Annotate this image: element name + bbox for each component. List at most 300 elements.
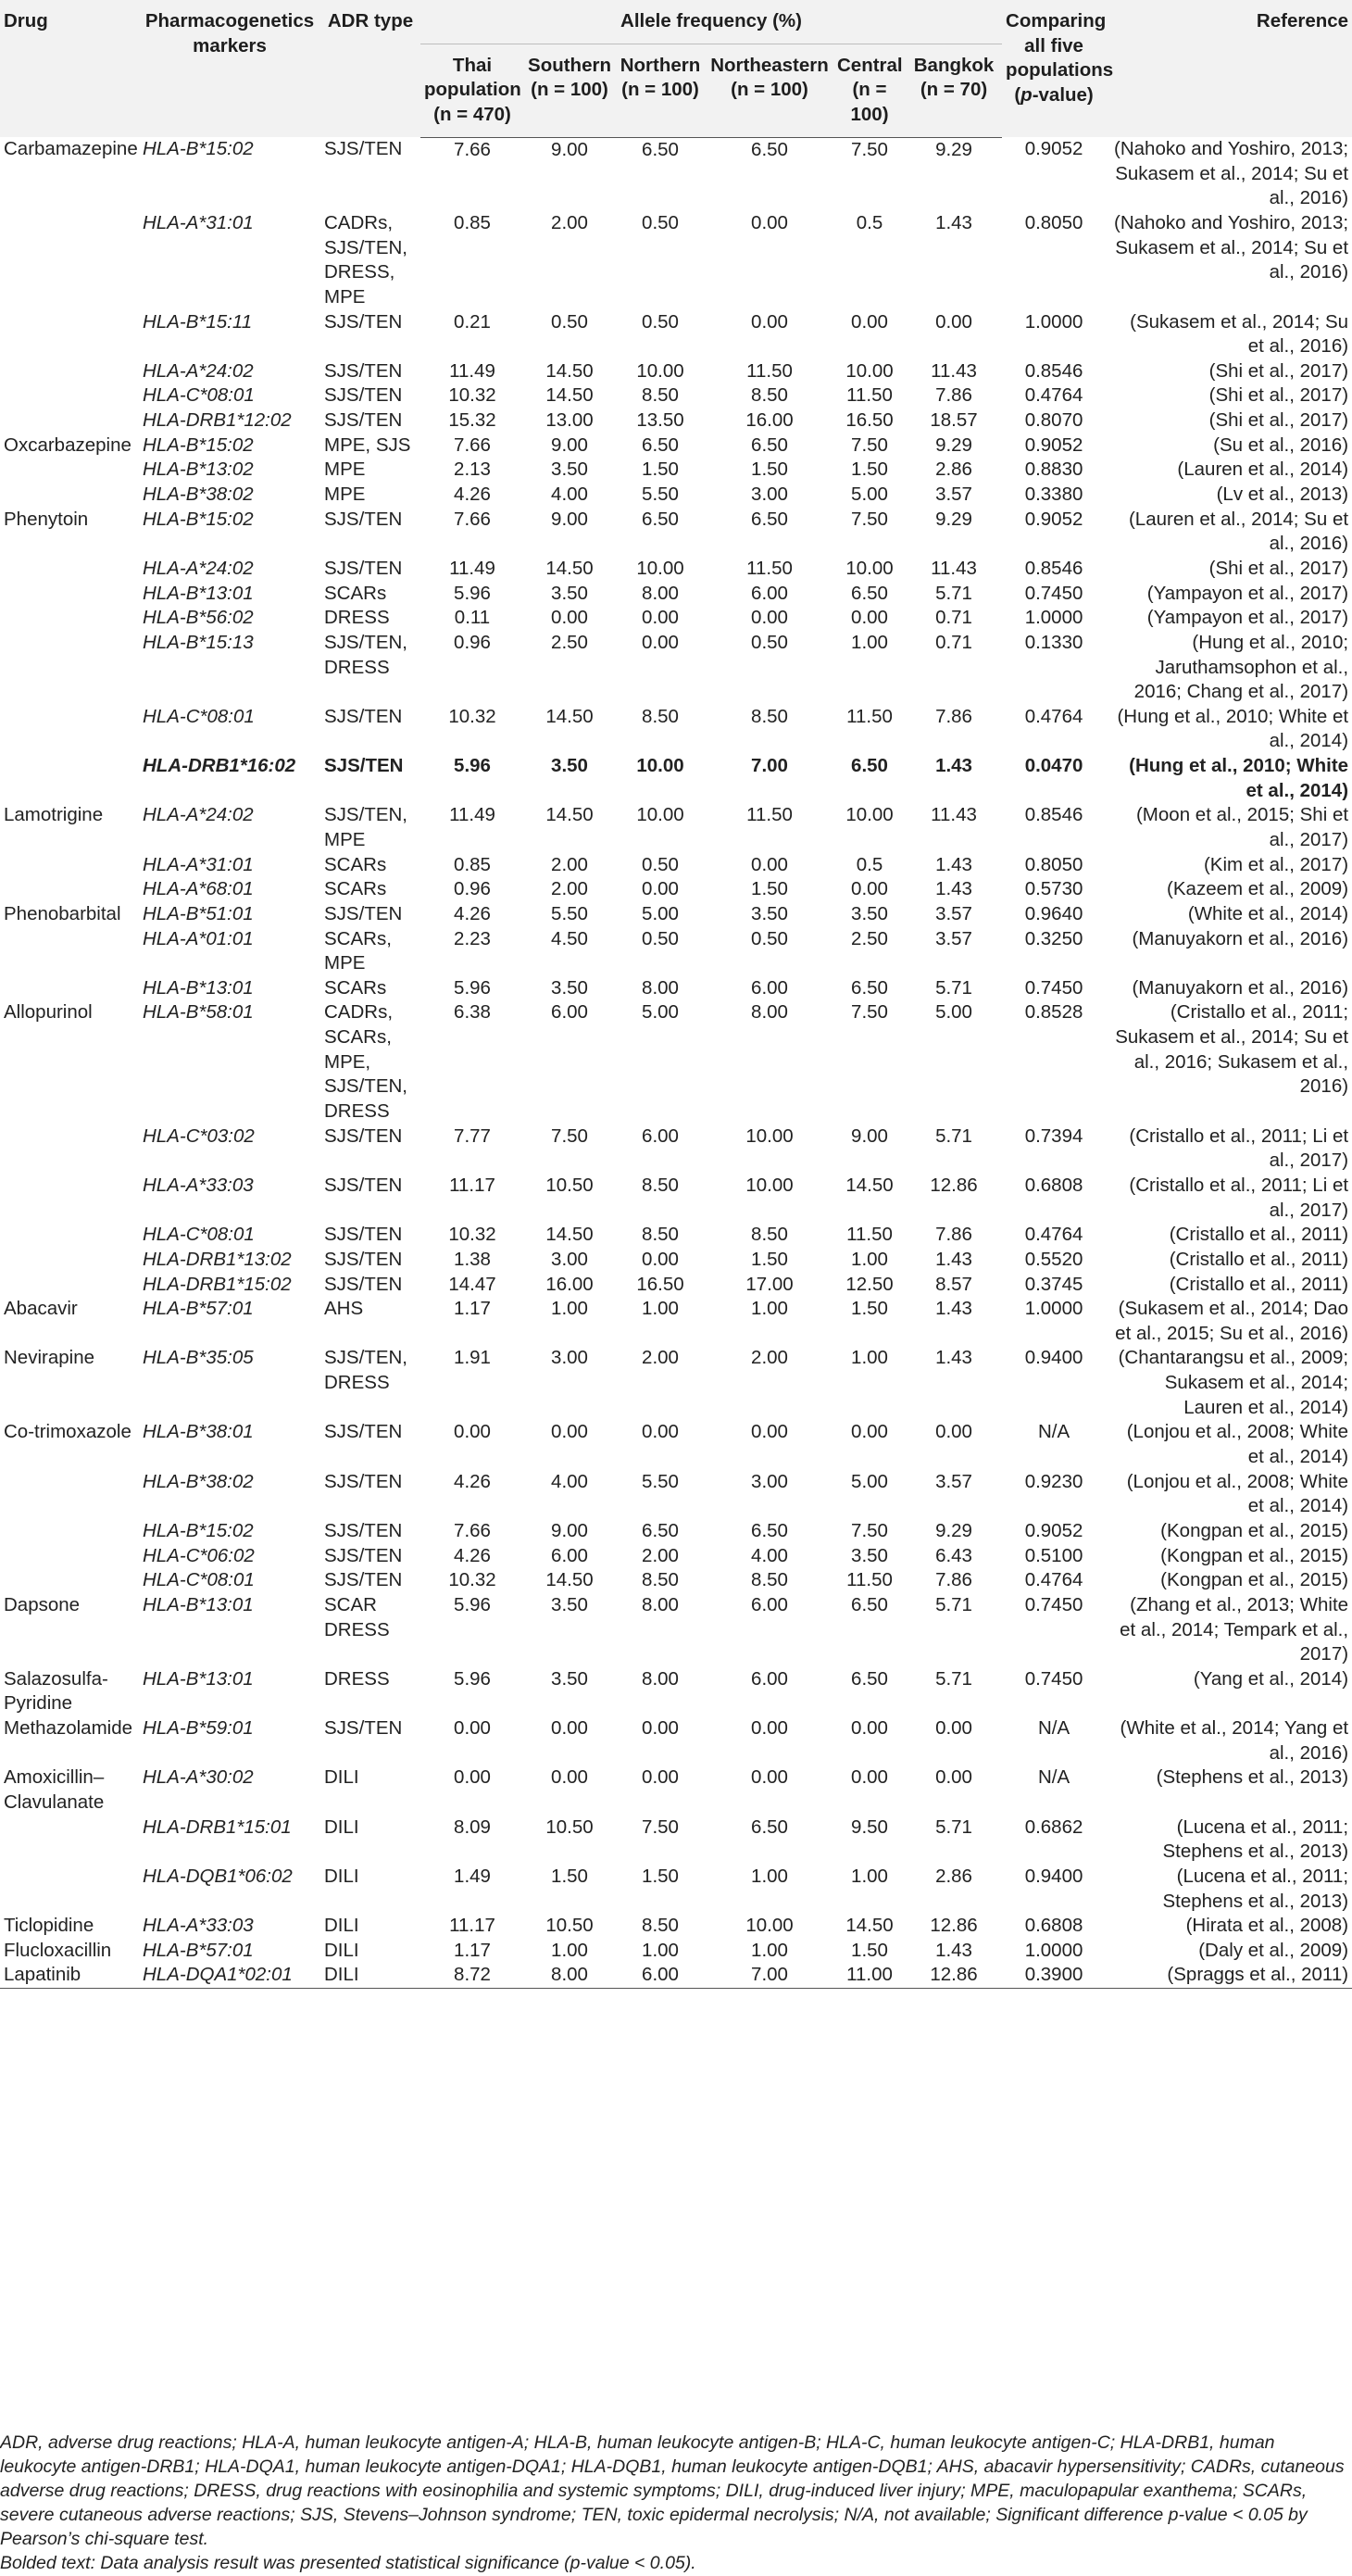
- marker-cell: HLA-DQA1*02:01: [139, 1963, 320, 1988]
- p-value-cell: 1.0000: [1024, 607, 1083, 629]
- northern-value-cell: 8.50: [642, 1915, 679, 1937]
- adr-type-cell: SJS/TEN: [324, 1174, 403, 1196]
- bangkok-value-cell: 1.43: [935, 755, 972, 777]
- adr-type-cell: CADRs, SCARs, MPE, SJS/TEN, DRESS: [324, 1001, 407, 1123]
- table-row: [0, 383, 1352, 408]
- table-row: [0, 1273, 1352, 1298]
- central-value-cell: 11.50: [846, 1224, 893, 1246]
- bangkok-value-cell: 12.86: [930, 1915, 978, 1937]
- table-header: [0, 0, 1352, 137]
- northern-value-cell: 0.50: [642, 211, 679, 233]
- southern-value-cell: 10.50: [545, 1816, 594, 1838]
- northeastern-value-cell: 0.50: [751, 927, 788, 949]
- adr-type-cell: SJS/TEN: [324, 1248, 403, 1270]
- central-value-cell: 14.50: [845, 1915, 894, 1937]
- central-value-cell: 6.50: [851, 1593, 888, 1615]
- central-value-cell: 0.00: [851, 1766, 888, 1789]
- p-value-cell: 0.3380: [1024, 484, 1083, 506]
- p-value-cell: 0.4764: [1024, 384, 1083, 407]
- header-central: Central (n = 100): [833, 44, 906, 137]
- marker-cell: HLA-B*51:01: [143, 902, 254, 924]
- drug-cell: [0, 1470, 139, 1519]
- p-value-cell: 0.3745: [1024, 1273, 1083, 1295]
- reference-cell: (Moon et al., 2015; Shi et al., 2017): [1135, 804, 1349, 850]
- table-row: [0, 1346, 1352, 1420]
- thai-value-cell: 4.26: [454, 902, 491, 924]
- northern-value-cell: 6.50: [642, 508, 679, 530]
- central-value-cell: 1.00: [851, 1248, 888, 1270]
- thai-value-cell: 7.66: [454, 508, 491, 530]
- reference-cell: (Manuyakorn et al., 2016): [1132, 976, 1349, 999]
- northeastern-value-cell: 7.00: [706, 1963, 833, 1988]
- bangkok-value-cell: 12.86: [930, 1174, 978, 1196]
- thai-value-cell: 5.96: [454, 1593, 491, 1615]
- drug-cell: Allopurinol: [4, 1001, 93, 1024]
- p-value-cell: 1.0000: [1024, 1298, 1083, 1320]
- northeastern-value-cell: 6.00: [751, 582, 788, 604]
- northern-value-cell: 8.50: [642, 1224, 679, 1246]
- marker-cell: HLA-A*30:02: [143, 1766, 254, 1789]
- adr-type-cell: SJS/TEN: [324, 384, 403, 407]
- northeastern-value-cell: 8.50: [751, 705, 788, 727]
- reference-cell: (Hirata et al., 2008): [1185, 1915, 1349, 1937]
- footnote-abbreviations: ADR, adverse drug reactions; HLA-A, human leukocyte antigen-A; HLA-B, human leukocyte antigen-B; HLA-C, human leukocyte antigen-C; HLA-DRB1, human leukocyte antigen-DRB1; HLA-DQA1, human leukocyte antigen-DQA1; HLA-DQB1, human leukocyte antigen-DQB1; AHS, abacavir hypersensitivity; CADRs, cutaneous adverse drug reactions; DRESS, drug reactions with eosinophilia and systemic symptoms; DILI, drug-induced liver injury; MPE, maculopapular exanthema; SCARs, severe cutaneous adverse reactions; SJS, Stevens–Johnson syndrome; TEN, toxic epidermal necrolysis; N/A, not available; Significant difference p-value < 0.05 by Pearson’s chi-square test.: [0, 2432, 1345, 2549]
- marker-cell: HLA-B*15:02: [143, 508, 254, 530]
- header-thai: Thai population (n = 470): [420, 44, 524, 137]
- marker-cell: HLA-C*08:01: [143, 705, 255, 727]
- adr-type-cell: DILI: [324, 1766, 359, 1789]
- reference-cell: (Kongpan et al., 2015): [1160, 1544, 1349, 1566]
- thai-value-cell: 2.13: [454, 459, 491, 481]
- southern-value-cell: 4.00: [551, 484, 588, 506]
- central-value-cell: 11.00: [833, 1963, 906, 1988]
- table-row: [0, 434, 1352, 459]
- bangkok-value-cell: 1.43: [935, 878, 972, 900]
- southern-value-cell: 9.00: [551, 434, 588, 456]
- northeastern-value-cell: 10.00: [745, 1174, 794, 1196]
- northeastern-value-cell: 11.50: [746, 804, 793, 826]
- northern-value-cell: 0.00: [642, 878, 679, 900]
- adr-type-cell: SJS/TEN: [324, 902, 403, 924]
- marker-cell: HLA-C*03:02: [143, 1125, 255, 1147]
- northern-value-cell: 5.00: [642, 1001, 679, 1024]
- table-row: [0, 458, 1352, 483]
- central-value-cell: 16.50: [845, 409, 894, 432]
- adr-type-cell: DILI: [324, 1939, 359, 1961]
- northern-value-cell: 8.50: [642, 1569, 679, 1591]
- adr-type-cell: SJS/TEN: [324, 1544, 403, 1566]
- adr-type-cell: SJS/TEN: [324, 1125, 403, 1147]
- northern-value-cell: 2.00: [642, 1544, 679, 1566]
- marker-cell: HLA-C*08:01: [143, 384, 255, 407]
- northeastern-value-cell: 6.50: [751, 1519, 788, 1541]
- bangkok-value-cell: 2.86: [935, 459, 972, 481]
- drug-cell: Co-trimoxazole: [4, 1421, 131, 1443]
- marker-cell: HLA-B*38:02: [143, 1470, 254, 1492]
- drug-cell: [0, 705, 139, 754]
- bangkok-value-cell: 3.57: [935, 927, 972, 949]
- drug-cell: [0, 754, 139, 803]
- marker-cell: HLA-B*57:01: [143, 1939, 254, 1961]
- central-value-cell: 1.50: [851, 459, 888, 481]
- drug-cell: [0, 1865, 139, 1914]
- p-value-cell: 0.7450: [1024, 582, 1083, 604]
- central-value-cell: 1.00: [851, 1865, 888, 1887]
- reference-cell: (Spraggs et al., 2011): [1106, 1963, 1352, 1988]
- bangkok-value-cell: 9.29: [935, 138, 972, 160]
- drug-cell: Oxcarbazepine: [4, 434, 131, 456]
- marker-cell: HLA-A*33:03: [143, 1915, 254, 1937]
- central-value-cell: 0.00: [851, 1421, 888, 1443]
- southern-value-cell: 0.00: [551, 1717, 588, 1740]
- p-value-cell: 0.6808: [1024, 1915, 1083, 1937]
- header-northeastern: Northeastern (n = 100): [706, 44, 833, 137]
- marker-cell: HLA-B*13:01: [143, 582, 254, 604]
- bangkok-value-cell: 5.71: [935, 1667, 972, 1690]
- thai-value-cell: 7.66: [454, 1519, 491, 1541]
- adr-type-cell: SJS/TEN, DRESS: [324, 631, 407, 678]
- table-row: [0, 877, 1352, 902]
- southern-value-cell: 14.50: [545, 804, 594, 826]
- southern-value-cell: 2.00: [551, 853, 588, 875]
- central-value-cell: 7.50: [851, 1001, 888, 1024]
- reference-cell: (Cristallo et al., 2011): [1169, 1248, 1349, 1270]
- adr-type-cell: SJS/TEN: [324, 557, 403, 579]
- northeastern-value-cell: 4.00: [751, 1544, 788, 1566]
- southern-value-cell: 16.00: [545, 1273, 594, 1295]
- table-row: [0, 1914, 1352, 1939]
- p-value-cell: 0.8830: [1024, 459, 1083, 481]
- drug-cell: [0, 853, 139, 878]
- header-northern: Northern (n = 100): [615, 44, 706, 137]
- reference-cell: (White et al., 2014; Yang et al., 2016): [1120, 1717, 1349, 1764]
- southern-value-cell: 3.50: [551, 1667, 588, 1690]
- adr-type-cell: SJS/TEN: [324, 138, 403, 160]
- marker-cell: HLA-DQB1*06:02: [143, 1865, 293, 1887]
- thai-value-cell: 1.17: [454, 1298, 491, 1320]
- bangkok-value-cell: 9.29: [935, 508, 972, 530]
- adr-type-cell: MPE: [324, 459, 366, 481]
- reference-cell: (Kongpan et al., 2015): [1160, 1519, 1349, 1541]
- p-value-cell: 0.8546: [1024, 557, 1083, 579]
- table-row: [0, 1716, 1352, 1766]
- thai-value-cell: 5.96: [454, 976, 491, 999]
- northern-value-cell: 8.00: [642, 1667, 679, 1690]
- southern-value-cell: 14.50: [545, 359, 594, 382]
- bangkok-value-cell: 0.00: [935, 1421, 972, 1443]
- thai-value-cell: 0.00: [454, 1421, 491, 1443]
- thai-value-cell: 1.49: [454, 1865, 491, 1887]
- adr-type-cell: DRESS: [324, 1667, 390, 1690]
- p-value-cell: 1.0000: [1024, 1939, 1083, 1961]
- header-drug: Drug: [0, 0, 139, 137]
- northern-value-cell: 16.50: [636, 1273, 684, 1295]
- bangkok-value-cell: 5.71: [935, 1593, 972, 1615]
- thai-value-cell: 7.66: [454, 434, 491, 456]
- drug-cell: Phenytoin: [4, 508, 89, 530]
- marker-cell: HLA-A*24:02: [143, 557, 254, 579]
- reference-cell: (Nahoko and Yoshiro, 2013; Sukasem et al., 2014; Su et al., 2016): [1114, 138, 1349, 209]
- p-value-cell: 0.8050: [1024, 853, 1083, 875]
- bangkok-value-cell: 7.86: [935, 705, 972, 727]
- northern-value-cell: 1.00: [642, 1298, 679, 1320]
- reference-cell: (Stephens et al., 2013): [1156, 1766, 1349, 1789]
- header-bangkok: Bangkok (n = 70): [906, 44, 1002, 137]
- southern-value-cell: 3.00: [551, 1248, 588, 1270]
- drug-cell: [0, 408, 139, 434]
- bangkok-value-cell: 5.71: [935, 1816, 972, 1838]
- thai-value-cell: 11.17: [449, 1915, 495, 1937]
- reference-cell: (Su et al., 2016): [1213, 434, 1349, 456]
- table-row: [0, 582, 1352, 607]
- northeastern-value-cell: 1.00: [751, 1865, 788, 1887]
- central-value-cell: 1.50: [851, 1298, 888, 1320]
- marker-cell: HLA-C*08:01: [143, 1569, 255, 1591]
- drug-cell: [0, 458, 139, 483]
- northeastern-value-cell: 0.00: [751, 607, 788, 629]
- bangkok-value-cell: 5.71: [935, 582, 972, 604]
- marker-cell: HLA-A*68:01: [143, 878, 254, 900]
- table-row: [0, 1519, 1352, 1544]
- southern-value-cell: 4.50: [551, 927, 588, 949]
- table-row: [0, 1816, 1352, 1865]
- northern-value-cell: 0.50: [642, 853, 679, 875]
- bangkok-value-cell: 0.00: [935, 1717, 972, 1740]
- northeastern-value-cell: 0.00: [751, 1766, 788, 1789]
- table-row: [0, 754, 1352, 803]
- bangkok-value-cell: 8.57: [935, 1273, 972, 1295]
- p-value-cell: 0.3250: [1024, 927, 1083, 949]
- northeastern-value-cell: 10.00: [745, 1915, 794, 1937]
- northern-value-cell: 8.00: [642, 976, 679, 999]
- marker-cell: HLA-B*58:01: [143, 1001, 254, 1024]
- central-value-cell: 6.50: [851, 976, 888, 999]
- p-value-cell: 0.3900: [1002, 1963, 1106, 1988]
- northern-value-cell: 1.50: [642, 459, 679, 481]
- central-value-cell: 7.50: [851, 434, 888, 456]
- southern-value-cell: 14.50: [545, 384, 594, 407]
- northern-value-cell: 13.50: [636, 409, 684, 432]
- header-markers: Pharmacogenetics markers: [139, 0, 320, 137]
- adr-type-cell: SJS/TEN: [324, 1519, 403, 1541]
- marker-cell: HLA-A*33:03: [143, 1174, 254, 1196]
- marker-cell: HLA-A*24:02: [143, 359, 254, 382]
- adr-type-cell: SCARs: [324, 853, 387, 875]
- reference-cell: (Kazeem et al., 2009): [1167, 878, 1349, 900]
- bangkok-value-cell: 1.43: [935, 1939, 972, 1961]
- marker-cell: HLA-B*15:13: [143, 631, 254, 653]
- southern-value-cell: 0.00: [551, 607, 588, 629]
- northern-value-cell: 5.00: [642, 902, 679, 924]
- p-value-cell: 0.8050: [1024, 211, 1083, 233]
- table-row: [0, 508, 1352, 557]
- bangkok-value-cell: 7.86: [935, 384, 972, 407]
- reference-cell: (Chantarangsu et al., 2009; Sukasem et al., 2014; Lauren et al., 2014): [1118, 1347, 1349, 1418]
- adr-type-cell: SJS/TEN: [324, 1224, 403, 1246]
- central-value-cell: 0.00: [851, 878, 888, 900]
- drug-cell: [0, 606, 139, 631]
- thai-value-cell: 0.85: [454, 211, 491, 233]
- p-value-cell: 0.6862: [1024, 1816, 1083, 1838]
- northern-value-cell: 6.50: [642, 138, 679, 160]
- northeastern-value-cell: 3.00: [751, 1470, 788, 1492]
- central-value-cell: 10.00: [845, 804, 894, 826]
- marker-cell: HLA-B*15:02: [143, 434, 254, 456]
- table-row: [0, 1766, 1352, 1815]
- thai-value-cell: 6.38: [454, 1001, 491, 1024]
- northeastern-value-cell: 3.50: [751, 902, 788, 924]
- table-row: [0, 927, 1352, 976]
- adr-type-cell: SJS/TEN, MPE: [324, 804, 407, 850]
- southern-value-cell: 1.00: [551, 1939, 588, 1961]
- central-value-cell: 6.50: [851, 582, 888, 604]
- reference-cell: (Kongpan et al., 2015): [1160, 1569, 1349, 1591]
- table-row: [0, 1593, 1352, 1667]
- reference-cell: (Sukasem et al., 2014; Su et al., 2016): [1130, 310, 1349, 358]
- bangkok-value-cell: 1.43: [935, 1347, 972, 1369]
- northern-value-cell: 10.00: [636, 557, 684, 579]
- header-allele-group: Allele frequency (%): [420, 0, 1002, 44]
- southern-value-cell: 3.50: [551, 976, 588, 999]
- drug-cell: [0, 1223, 139, 1248]
- central-value-cell: 11.50: [846, 1569, 893, 1591]
- northeastern-value-cell: 16.00: [745, 409, 794, 432]
- table-row: [0, 557, 1352, 582]
- marker-cell: HLA-B*13:01: [143, 976, 254, 999]
- p-value-cell: 0.7450: [1024, 1667, 1083, 1690]
- marker-cell: HLA-B*59:01: [143, 1717, 254, 1740]
- table-row: [0, 976, 1352, 1001]
- table-row: [0, 1963, 1352, 1988]
- reference-cell: (Kim et al., 2017): [1203, 853, 1349, 875]
- table-row: [0, 1000, 1352, 1124]
- drug-cell: [0, 631, 139, 705]
- marker-cell: HLA-A*24:02: [143, 804, 254, 826]
- reference-cell: (Sukasem et al., 2014; Dao et al., 2015; Su et al., 2016): [1115, 1298, 1349, 1344]
- northern-value-cell: 0.00: [642, 631, 679, 653]
- bangkok-value-cell: 7.86: [935, 1569, 972, 1591]
- northeastern-value-cell: 17.00: [745, 1273, 794, 1295]
- northern-value-cell: 0.00: [642, 1717, 679, 1740]
- thai-value-cell: 10.32: [448, 1224, 496, 1246]
- thai-value-cell: 14.47: [448, 1273, 496, 1295]
- thai-value-cell: 5.96: [454, 1667, 491, 1690]
- reference-cell: (Zhang et al., 2013; White et al., 2014; Tempark et al., 2017): [1120, 1593, 1349, 1665]
- marker-cell: HLA-B*38:02: [143, 484, 254, 506]
- northern-value-cell: 8.50: [642, 705, 679, 727]
- thai-value-cell: 11.49: [449, 804, 495, 826]
- drug-cell: [0, 1816, 139, 1865]
- northeastern-value-cell: 8.50: [751, 1569, 788, 1591]
- central-value-cell: 1.00: [851, 631, 888, 653]
- adr-type-cell: SJS/TEN: [324, 1470, 403, 1492]
- central-value-cell: 0.5: [856, 853, 883, 875]
- adr-type-cell: MPE: [324, 484, 366, 506]
- northern-value-cell: 10.00: [636, 359, 684, 382]
- reference-cell: (Yampayon et al., 2017): [1146, 607, 1349, 629]
- central-value-cell: 5.00: [851, 484, 888, 506]
- marker-cell: HLA-DRB1*13:02: [143, 1248, 292, 1270]
- thai-value-cell: 1.91: [454, 1347, 491, 1369]
- reference-cell: (Lv et al., 2013): [1216, 484, 1349, 506]
- marker-cell: HLA-B*57:01: [143, 1298, 254, 1320]
- thai-value-cell: 0.85: [454, 853, 491, 875]
- p-value-cell: N/A: [1037, 1766, 1070, 1789]
- northeastern-value-cell: 11.50: [746, 557, 793, 579]
- drug-cell: Flucloxacillin: [4, 1939, 112, 1961]
- central-value-cell: 7.50: [851, 508, 888, 530]
- reference-cell: (Daly et al., 2009): [1198, 1939, 1349, 1961]
- thai-value-cell: 5.96: [454, 755, 491, 777]
- northeastern-value-cell: 0.00: [751, 1421, 788, 1443]
- adr-type-cell: CADRs, SJS/TEN, DRESS, MPE: [324, 211, 407, 308]
- thai-value-cell: 0.00: [454, 1766, 491, 1789]
- p-value-cell: 0.8546: [1024, 359, 1083, 382]
- southern-value-cell: 3.50: [551, 582, 588, 604]
- bangkok-value-cell: 3.57: [935, 1470, 972, 1492]
- table-row: [0, 1667, 1352, 1716]
- southern-value-cell: 2.00: [551, 878, 588, 900]
- table-row: [0, 705, 1352, 754]
- drug-cell: Amoxicillin–Clavulanate: [4, 1766, 105, 1813]
- p-value-cell: 0.7394: [1024, 1125, 1083, 1147]
- northeastern-value-cell: 0.00: [751, 853, 788, 875]
- thai-value-cell: 8.09: [454, 1816, 491, 1838]
- thai-value-cell: 4.26: [454, 1544, 491, 1566]
- central-value-cell: 3.50: [851, 902, 888, 924]
- central-value-cell: 3.50: [851, 1544, 888, 1566]
- bangkok-value-cell: 11.43: [931, 804, 977, 826]
- reference-cell: (Lauren et al., 2014): [1177, 459, 1349, 481]
- drug-cell: [0, 1125, 139, 1174]
- thai-value-cell: 11.49: [449, 359, 495, 382]
- marker-cell: HLA-A*31:01: [143, 853, 254, 875]
- southern-value-cell: 3.50: [551, 459, 588, 481]
- thai-value-cell: 8.72: [420, 1963, 524, 1988]
- thai-value-cell: 4.26: [454, 1470, 491, 1492]
- table-row: [0, 1174, 1352, 1223]
- p-value-cell: N/A: [1037, 1421, 1070, 1443]
- p-value-cell: 0.7450: [1024, 1593, 1083, 1615]
- bangkok-value-cell: 12.86: [906, 1963, 1002, 1988]
- central-value-cell: 7.50: [851, 1519, 888, 1541]
- header-adr: ADR type: [320, 0, 420, 137]
- marker-cell: HLA-DRB1*16:02: [143, 755, 296, 777]
- drug-cell: [0, 976, 139, 1001]
- reference-cell: (Cristallo et al., 2011): [1169, 1273, 1349, 1295]
- northern-value-cell: 8.00: [642, 582, 679, 604]
- p-value-cell: 0.9052: [1024, 1519, 1083, 1541]
- central-value-cell: 10.00: [845, 557, 894, 579]
- northern-value-cell: 6.50: [642, 1519, 679, 1541]
- p-value-cell: 0.1330: [1024, 631, 1083, 653]
- northeastern-value-cell: 0.00: [751, 211, 788, 233]
- marker-cell: HLA-DRB1*15:01: [143, 1816, 292, 1838]
- adr-type-cell: SCARs: [324, 878, 387, 900]
- table-row: [0, 359, 1352, 384]
- reference-cell: (Yang et al., 2014): [1193, 1667, 1349, 1690]
- p-value-cell: 0.6808: [1024, 1174, 1083, 1196]
- northern-value-cell: 2.00: [642, 1347, 679, 1369]
- adr-type-cell: SJS/TEN, DRESS: [324, 1347, 407, 1394]
- adr-type-cell: SJS/TEN: [324, 705, 403, 727]
- drug-cell: [0, 582, 139, 607]
- northeastern-value-cell: 6.00: [751, 976, 788, 999]
- northern-value-cell: 8.00: [642, 1593, 679, 1615]
- marker-cell: HLA-B*15:02: [143, 1519, 254, 1541]
- marker-cell: HLA-B*38:01: [143, 1421, 254, 1443]
- reference-cell: (Hung et al., 2010; Jaruthamsophon et al., 2016; Chang et al., 2017): [1133, 631, 1349, 703]
